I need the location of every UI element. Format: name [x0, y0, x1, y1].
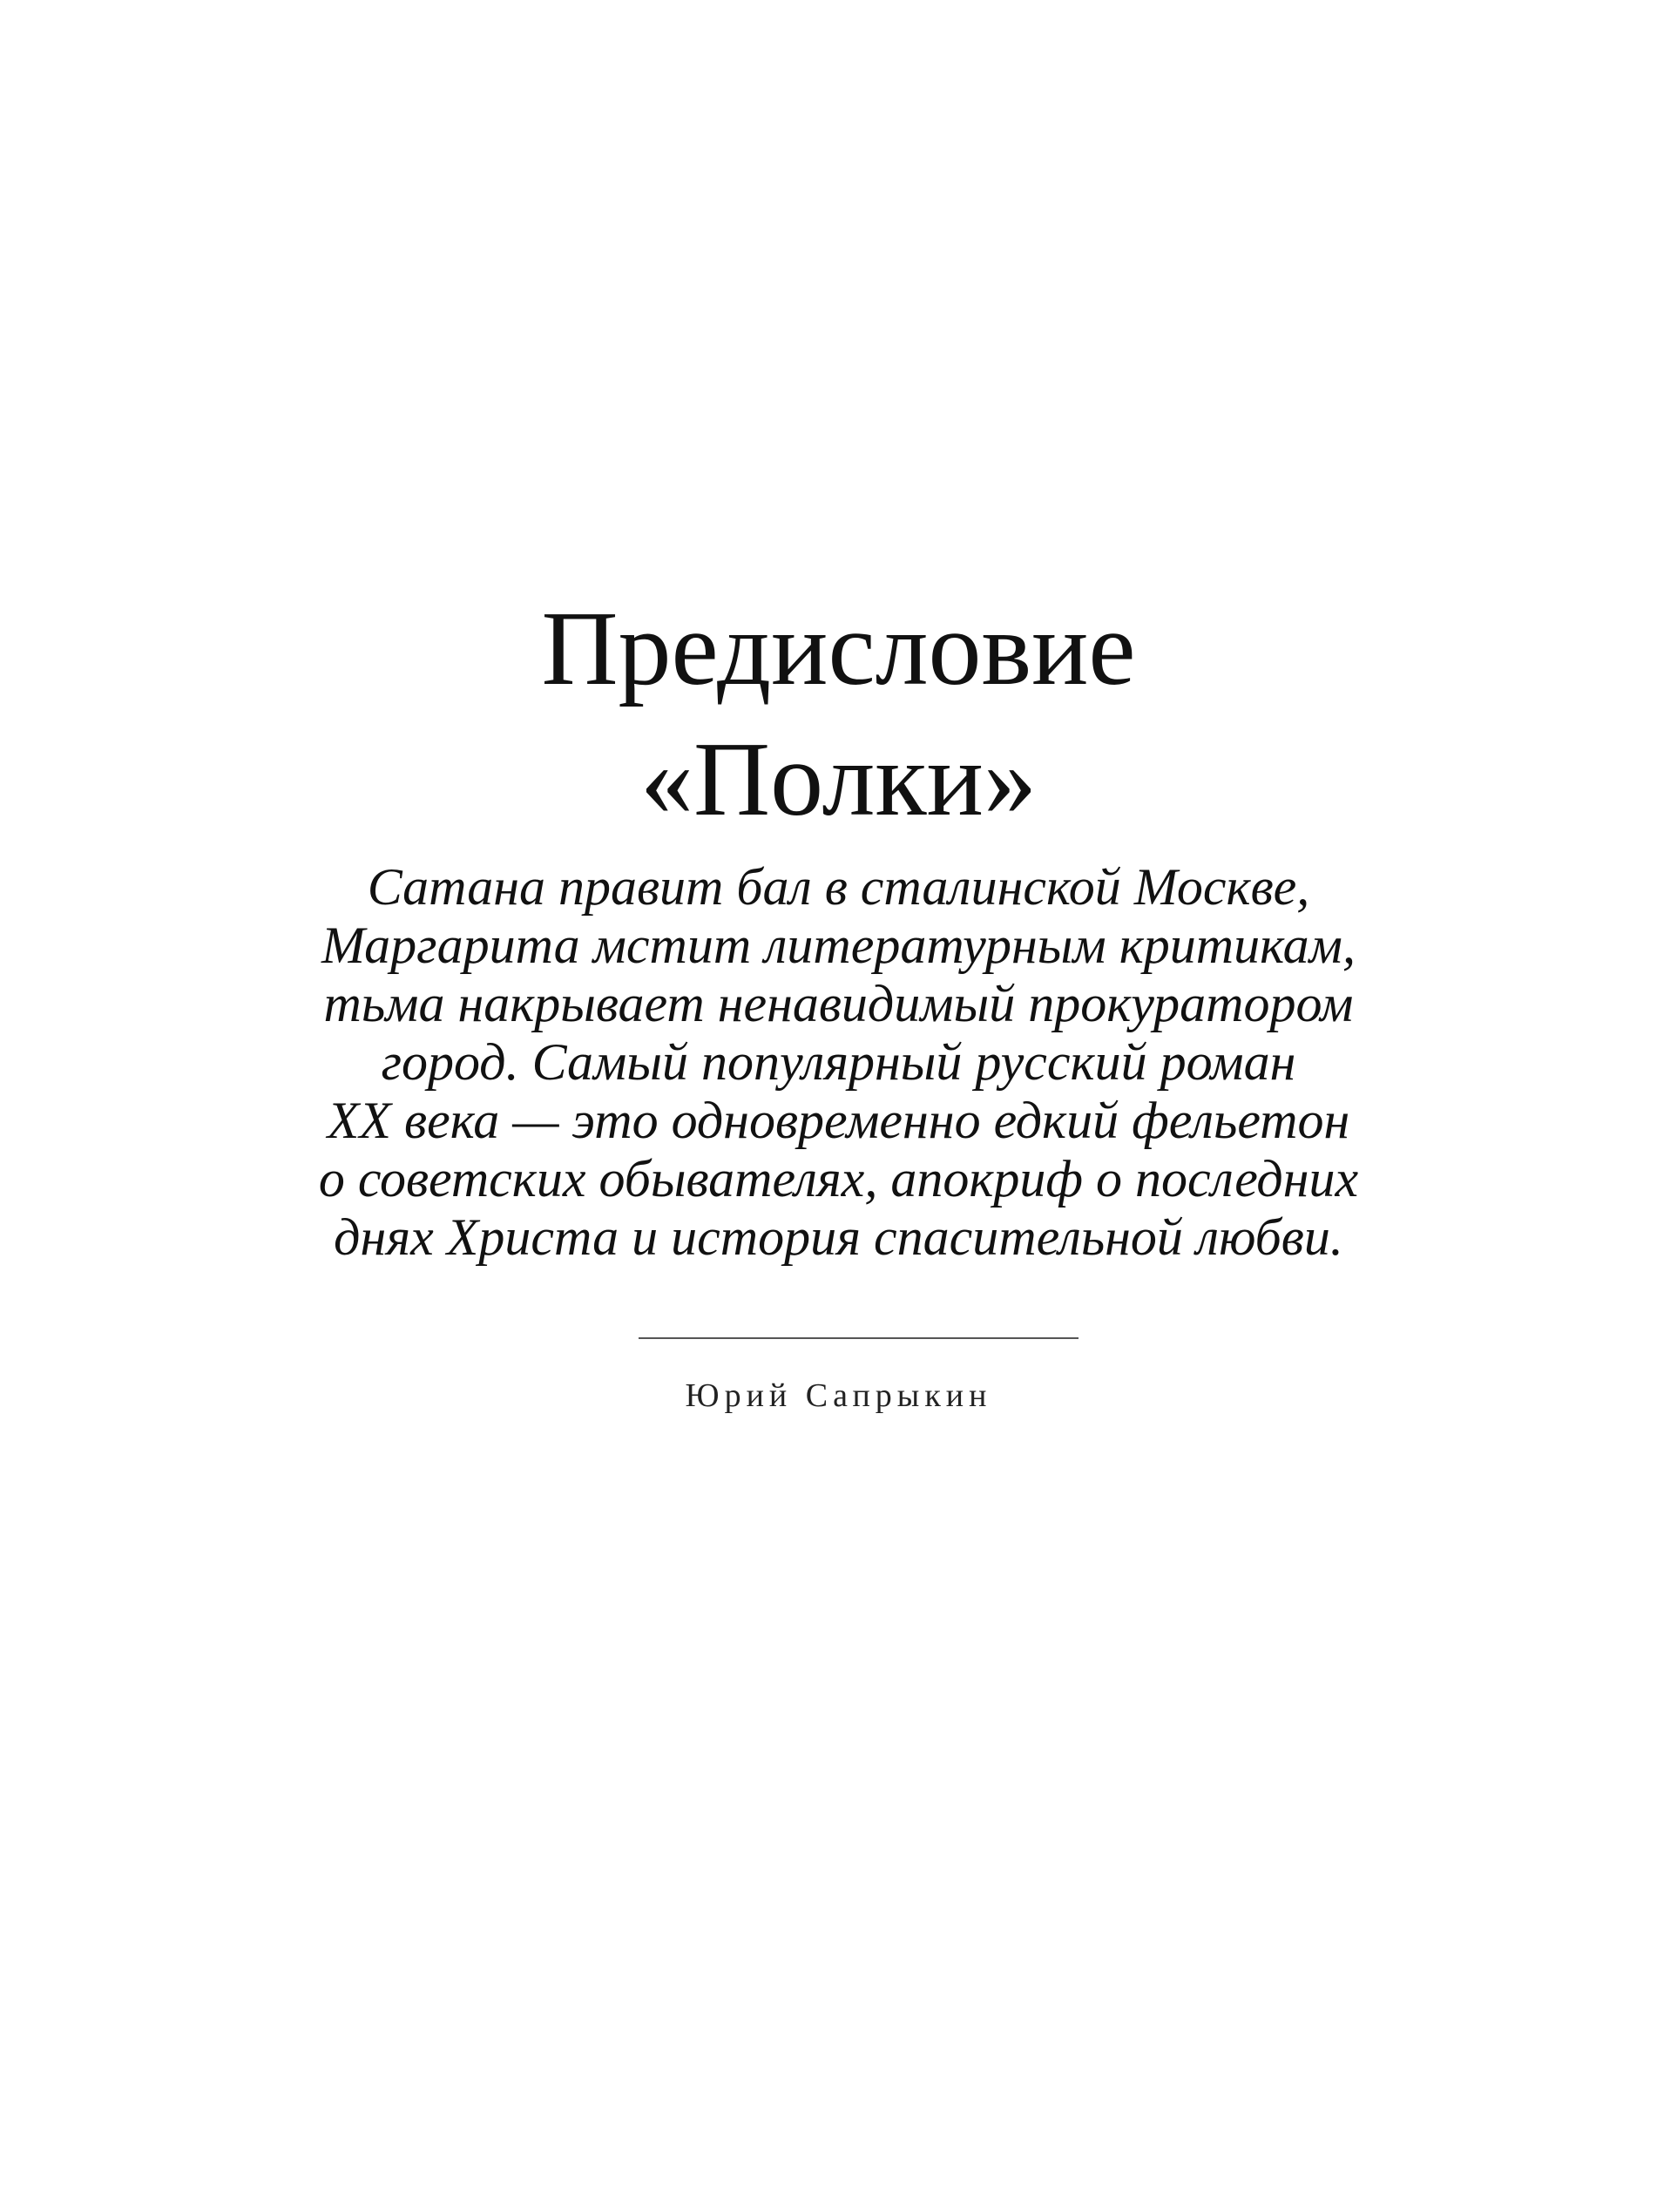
lead-line: город. Самый популярный русский роман — [381, 1033, 1296, 1091]
divider-rule — [639, 1337, 1079, 1339]
lead-line: Сатана правит бал в сталинской Москве, — [367, 858, 1310, 916]
lead-line: Маргарита мстит литературным критикам, — [321, 917, 1356, 974]
title-line: Предисловие — [541, 590, 1136, 707]
lead-line: днях Христа и история спасительной любви. — [334, 1208, 1343, 1266]
page-title — [0, 584, 1677, 845]
lead-line: тьма накрывает ненавидимый прокуратором — [323, 975, 1354, 1032]
lead-line: XX века — это одновременно едкий фельетон — [327, 1092, 1350, 1149]
author-name: Юрий Сапрыкин — [685, 1377, 992, 1414]
lead-line: о советских обывателях, апокриф о последних — [318, 1150, 1359, 1207]
title-line: «Полки» — [640, 720, 1037, 838]
lead-paragraph — [315, 858, 1362, 1267]
